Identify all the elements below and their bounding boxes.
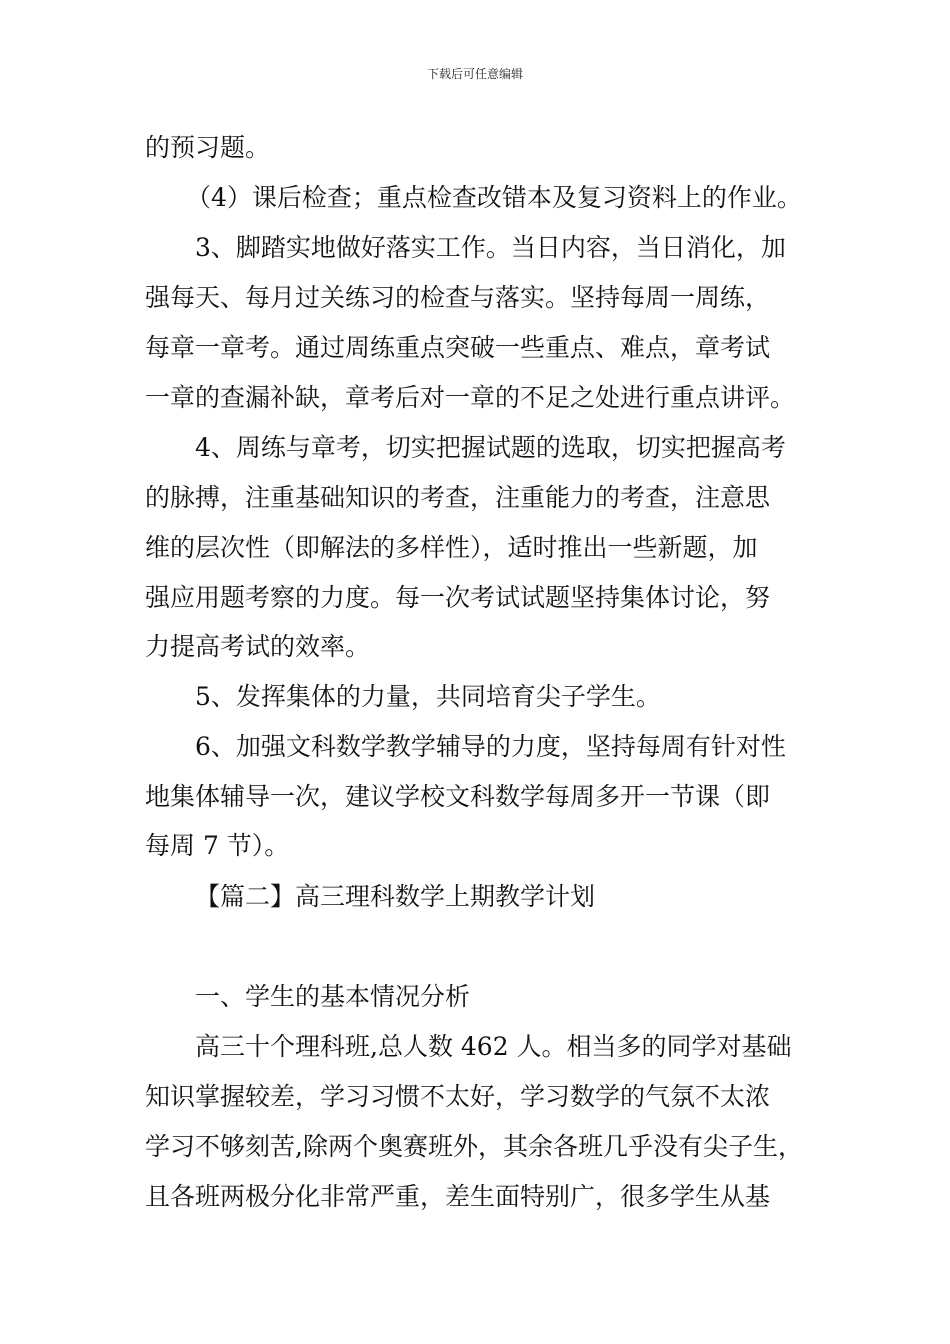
text-line: 的脉搏，注重基础知识的考查，注重能力的考查，注意思 bbox=[145, 483, 771, 512]
page-header-note: 下载后可任意编辑 bbox=[426, 67, 523, 81]
text-line: 4、周练与章考，切实把握试题的选取，切实把握高考 bbox=[195, 433, 786, 462]
text-line: 强应用题考察的力度。每一次考试试题坚持集体讨论，努 bbox=[145, 583, 771, 612]
subsection-heading: 一、学生的基本情况分析 bbox=[195, 982, 471, 1011]
text-line: 学习不够刻苦,除两个奥赛班外，其余各班几乎没有尖子生， bbox=[145, 1132, 803, 1161]
text-line: （4）课后检查；重点检查改错本及复习资料上的作业。 bbox=[186, 183, 802, 212]
text-line: 地集体辅导一次，建议学校文科数学每周多开一节课（即 bbox=[145, 782, 771, 811]
text-line: 高三十个理科班,总人数 462 人。相当多的同学对基础 bbox=[195, 1032, 792, 1061]
section-heading: 【篇二】高三理科数学上期教学计划 bbox=[195, 882, 596, 911]
text-line: 力提高考试的效率。 bbox=[145, 632, 371, 661]
text-line: 一章的查漏补缺，章考后对一章的不足之处进行重点讲评。 bbox=[145, 383, 796, 412]
text-line: 且各班两极分化非常严重，差生面特别广，很多学生从基 bbox=[145, 1182, 771, 1211]
text-line: 的预习题。 bbox=[145, 133, 271, 162]
text-line: 每周 7 节）。 bbox=[145, 831, 290, 860]
text-line: 知识掌握较差，学习习惯不太好，学习数学的气氛不太浓 bbox=[145, 1082, 771, 1111]
text-line: 强每天、每月过关练习的检查与落实。坚持每周一周练， bbox=[145, 283, 771, 312]
text-line: 3、脚踏实地做好落实工作。当日内容，当日消化，加 bbox=[195, 233, 786, 262]
text-line: 6、加强文科数学教学辅导的力度，坚持每周有针对性 bbox=[195, 732, 786, 761]
text-line: 每章一章考。通过周练重点突破一些重点、难点，章考试 bbox=[145, 333, 771, 362]
text-line: 维的层次性（即解法的多样性），适时推出一些新题，加 bbox=[145, 533, 758, 562]
text-line: 5、发挥集体的力量，共同培育尖子学生。 bbox=[195, 682, 661, 711]
